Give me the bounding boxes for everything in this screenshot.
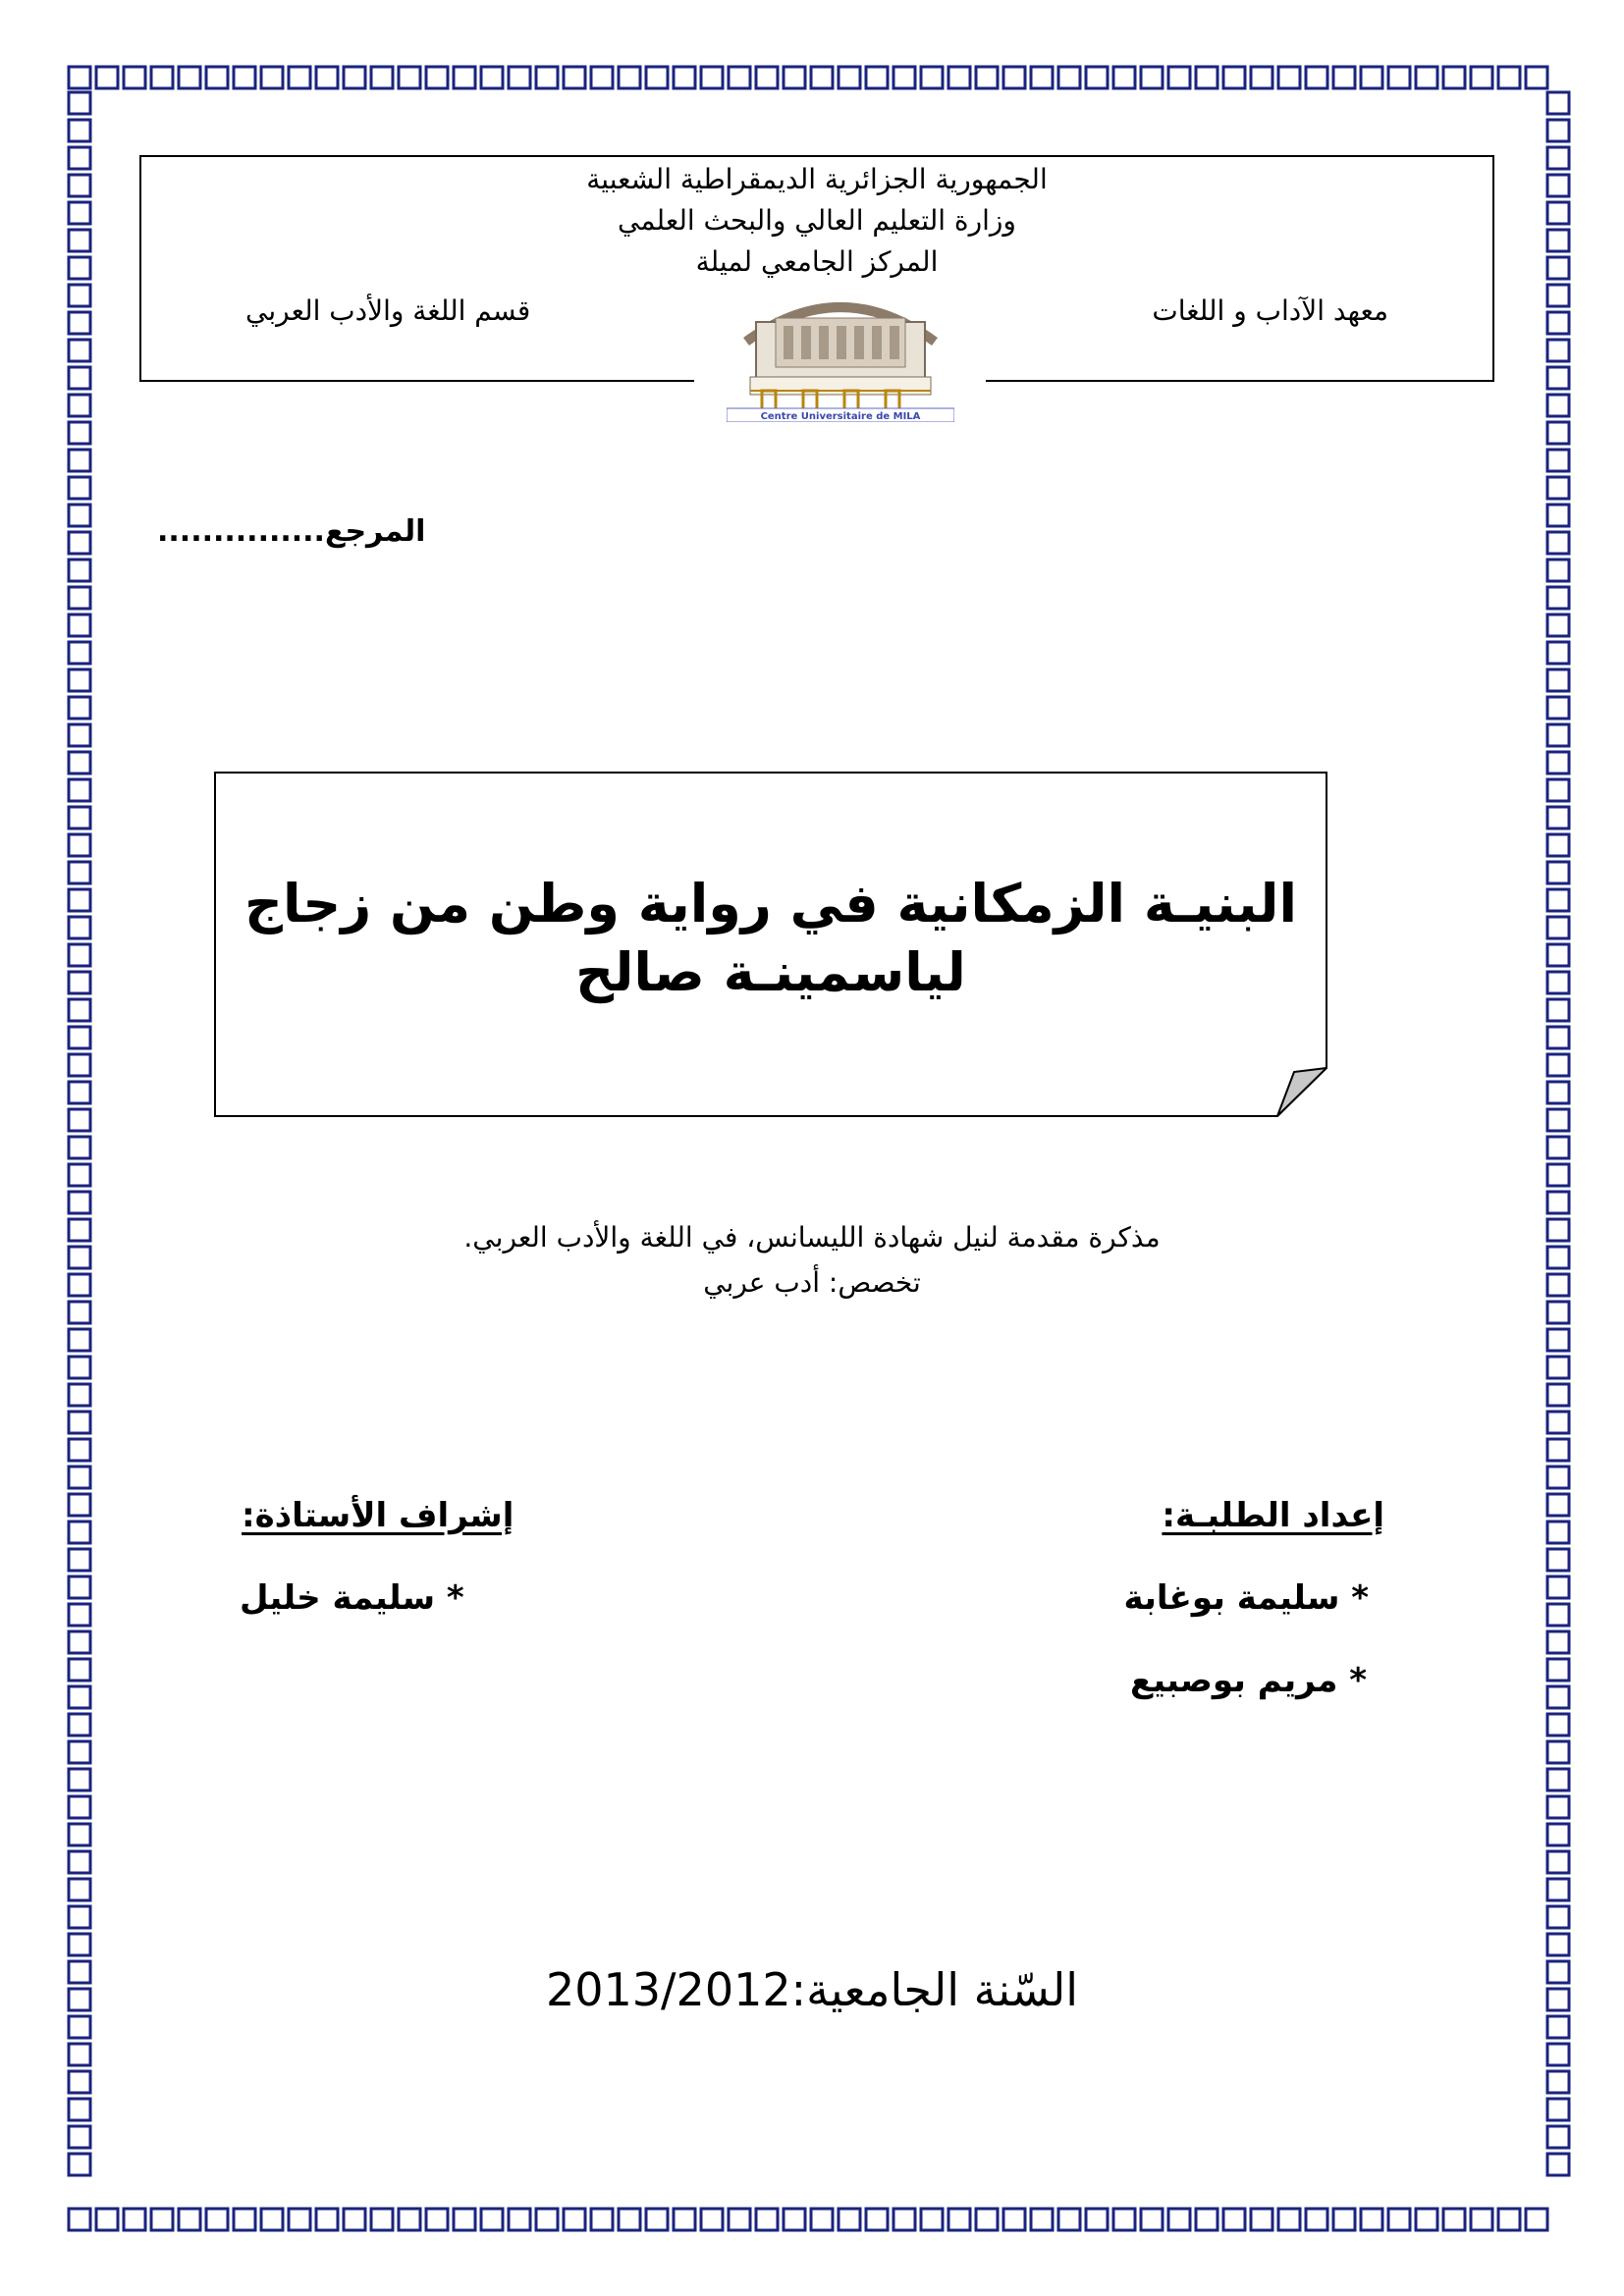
border-link <box>69 285 90 306</box>
border-link <box>69 1412 90 1433</box>
border-link <box>69 1686 90 1708</box>
student-name: * مريم بوصبيع <box>1129 1661 1367 1700</box>
border-link <box>1547 92 1569 114</box>
border-link <box>591 2209 613 2230</box>
border-link <box>1547 944 1569 966</box>
thesis-title-line1: البنيـة الزمكانية في رواية وطن من زجاج <box>244 873 1297 934</box>
border-link <box>1547 422 1569 444</box>
border-link <box>69 340 90 361</box>
border-link <box>1223 2209 1245 2230</box>
border-link <box>1547 147 1569 169</box>
border-link <box>784 2209 805 2230</box>
border-link <box>1547 1631 1569 1653</box>
border-link <box>784 67 805 88</box>
border-link <box>1547 917 1569 938</box>
border-link <box>206 2209 228 2230</box>
border-link <box>1416 2209 1437 2230</box>
border-link <box>1547 1412 1569 1433</box>
border-link <box>619 2209 640 2230</box>
border-link <box>69 972 90 993</box>
border-link <box>1547 1686 1569 1708</box>
border-link <box>69 2044 90 2065</box>
border-link <box>289 2209 310 2230</box>
border-link <box>1113 2209 1135 2230</box>
border-link <box>344 67 365 88</box>
border-link <box>1471 2209 1492 2230</box>
border-link <box>1547 257 1569 279</box>
border-link <box>69 175 90 196</box>
border-link <box>69 1631 90 1653</box>
border-link <box>69 1027 90 1048</box>
border-link <box>1547 1604 1569 1626</box>
border-link <box>1547 1302 1569 1323</box>
border-link <box>1547 1906 1569 1928</box>
student-name: * سليمة بوغابة <box>1123 1578 1369 1618</box>
border-link <box>1251 2209 1272 2230</box>
border-link <box>69 367 90 389</box>
border-link <box>1547 175 1569 196</box>
border-link <box>69 1741 90 1763</box>
border-link <box>1003 2209 1025 2230</box>
border-link <box>124 67 145 88</box>
border-link <box>69 1494 90 1516</box>
border-link <box>1547 1137 1569 1158</box>
border-link <box>1058 67 1080 88</box>
border-link <box>1278 67 1300 88</box>
border-link <box>69 1192 90 1213</box>
border-link <box>316 2209 338 2230</box>
border-link <box>839 67 860 88</box>
border-link <box>69 724 90 746</box>
border-link <box>1547 724 1569 746</box>
border-link <box>1547 1824 1569 1845</box>
border-link <box>1498 2209 1520 2230</box>
border-link <box>69 2071 90 2093</box>
border-link <box>481 2209 503 2230</box>
border-link <box>1547 120 1569 141</box>
border-link <box>1443 2209 1465 2230</box>
border-link <box>69 889 90 911</box>
border-link <box>69 642 90 664</box>
border-link <box>1547 1879 1569 1900</box>
border-link <box>69 477 90 499</box>
border-link <box>1547 1934 1569 1955</box>
border-link <box>1141 2209 1163 2230</box>
border-link <box>976 67 998 88</box>
academic-year: السّنة الجامعية:2013/2012 <box>545 1963 1078 2016</box>
border-link <box>1547 505 1569 526</box>
border-link <box>729 2209 750 2230</box>
border-link <box>399 2209 420 2230</box>
border-link <box>1526 2209 1547 2230</box>
border-link <box>1547 340 1569 361</box>
border-link <box>261 67 283 88</box>
border-link <box>69 1714 90 1735</box>
border-link <box>701 67 723 88</box>
border-link <box>1547 1054 1569 1076</box>
border-link <box>1547 1192 1569 1213</box>
border-link <box>1547 1714 1569 1735</box>
border-link <box>1547 807 1569 828</box>
logo-caption: Centre Universitaire de MILA <box>760 411 921 422</box>
border-link <box>948 67 970 88</box>
title-box <box>214 772 1327 1117</box>
border-link <box>1168 67 1190 88</box>
border-link <box>811 67 833 88</box>
border-link <box>69 1467 90 1488</box>
border-link <box>179 67 200 88</box>
border-link <box>69 1796 90 1818</box>
border-link <box>1306 2209 1327 2230</box>
border-link <box>1361 2209 1382 2230</box>
border-link <box>1223 67 1245 88</box>
border-link <box>1547 230 1569 251</box>
border-link <box>69 779 90 801</box>
border-link <box>371 67 393 88</box>
border-link <box>1547 2154 1569 2175</box>
ministry-name: وزارة التعليم العالي والبحث العلمي <box>618 204 1016 237</box>
border-link <box>151 67 173 88</box>
border-link <box>69 1879 90 1900</box>
border-link <box>69 257 90 279</box>
border-link <box>1547 1109 1569 1131</box>
border-link <box>96 2209 118 2230</box>
border-link <box>1547 285 1569 306</box>
border-link <box>1547 669 1569 691</box>
border-link <box>1547 2044 1569 2065</box>
border-link <box>69 862 90 883</box>
border-link <box>619 67 640 88</box>
border-link <box>1361 67 1382 88</box>
border-link <box>1547 2016 1569 2038</box>
border-link <box>1471 67 1492 88</box>
border-link <box>69 202 90 224</box>
border-link <box>1547 587 1569 609</box>
border-link <box>69 395 90 416</box>
border-link <box>1547 367 1569 389</box>
border-link <box>426 67 448 88</box>
border-link <box>69 1934 90 1955</box>
border-link <box>1416 67 1437 88</box>
border-link <box>509 67 530 88</box>
border-link <box>69 120 90 141</box>
border-link <box>1547 1494 1569 1516</box>
border-link <box>454 2209 475 2230</box>
border-link <box>564 67 585 88</box>
border-link <box>1251 67 1272 88</box>
border-link <box>1547 834 1569 856</box>
border-link <box>69 2126 90 2148</box>
border-link <box>69 697 90 719</box>
border-link <box>69 1604 90 1626</box>
border-link <box>509 2209 530 2230</box>
border-link <box>1547 1851 1569 1873</box>
memo-description: مذكرة مقدمة لنيل شهادة الليسانس، في اللغة والأدب العربي. <box>463 1221 1161 1254</box>
border-link <box>811 2209 833 2230</box>
border-link <box>426 2209 448 2230</box>
border-link <box>69 147 90 169</box>
border-link <box>69 505 90 526</box>
header-divider-left <box>139 380 694 382</box>
border-link <box>1547 1027 1569 1048</box>
border-link <box>1547 1796 1569 1818</box>
border-link <box>69 1137 90 1158</box>
border-link <box>866 67 888 88</box>
border-link <box>674 2209 695 2230</box>
border-link <box>1003 67 1025 88</box>
border-link <box>289 67 310 88</box>
border-link <box>371 2209 393 2230</box>
border-link <box>69 67 90 88</box>
border-link <box>564 2209 585 2230</box>
border-link <box>1196 2209 1218 2230</box>
border-link <box>1526 67 1547 88</box>
border-link <box>536 2209 558 2230</box>
border-link <box>1443 67 1465 88</box>
border-link <box>69 422 90 444</box>
border-link <box>1547 450 1569 471</box>
border-link <box>261 2209 283 2230</box>
border-link <box>1547 2126 1569 2148</box>
border-link <box>948 2209 970 2230</box>
country-name: الجمهورية الجزائرية الديمقراطية الشعبية <box>586 163 1048 195</box>
border-link <box>646 2209 668 2230</box>
border-link <box>1547 642 1569 664</box>
border-link <box>1058 2209 1080 2230</box>
border-link <box>124 2209 145 2230</box>
supervisor-label: إشراف الأستاذة: <box>242 1496 514 1535</box>
thesis-title <box>214 870 1327 1007</box>
border-link <box>69 1851 90 1873</box>
border-link <box>69 1824 90 1845</box>
department-name: قسم اللغة والأدب العربي <box>245 294 531 327</box>
border-link <box>69 1302 90 1323</box>
border-link <box>1547 1384 1569 1406</box>
border-link <box>69 1439 90 1461</box>
border-link <box>1547 972 1569 993</box>
border-link <box>1547 779 1569 801</box>
border-link <box>976 2209 998 2230</box>
border-link <box>69 2099 90 2120</box>
border-link <box>1547 312 1569 334</box>
border-link <box>69 1769 90 1790</box>
border-link <box>69 1522 90 1543</box>
border-link <box>1547 889 1569 911</box>
border-link <box>69 917 90 938</box>
border-link <box>69 999 90 1021</box>
border-link <box>1547 2099 1569 2120</box>
border-link <box>1547 1576 1569 1598</box>
border-link <box>69 450 90 471</box>
border-link <box>893 67 915 88</box>
border-link <box>69 1164 90 1186</box>
specialization: تخصص: أدب عربي <box>703 1266 921 1299</box>
border-link <box>344 2209 365 2230</box>
border-link <box>69 1054 90 1076</box>
border-link <box>399 67 420 88</box>
border-link <box>701 2209 723 2230</box>
border-link <box>454 67 475 88</box>
border-link <box>1547 752 1569 774</box>
border-link <box>1547 1741 1569 1763</box>
border-link <box>69 1357 90 1378</box>
border-link <box>69 752 90 774</box>
border-link <box>69 560 90 581</box>
students-label: إعداد الطلبـة: <box>1162 1496 1384 1535</box>
border-link <box>234 67 255 88</box>
border-link <box>646 67 668 88</box>
border-link <box>69 1549 90 1571</box>
border-link <box>1086 67 1108 88</box>
border-link <box>1333 67 1355 88</box>
border-link <box>893 2209 915 2230</box>
border-link <box>69 1906 90 1928</box>
border-link <box>69 834 90 856</box>
border-link <box>1547 202 1569 224</box>
border-link <box>1498 67 1520 88</box>
border-link <box>1547 1522 1569 1543</box>
border-link <box>1168 2209 1190 2230</box>
border-link <box>1306 67 1327 88</box>
border-link <box>1547 532 1569 554</box>
border-link <box>1547 1357 1569 1378</box>
border-link <box>1547 862 1569 883</box>
border-link <box>69 614 90 636</box>
border-link <box>96 67 118 88</box>
border-link <box>591 67 613 88</box>
border-link <box>69 1082 90 1103</box>
border-link <box>1547 697 1569 719</box>
border-link <box>921 67 943 88</box>
border-link <box>234 2209 255 2230</box>
border-link <box>1547 999 1569 1021</box>
border-link <box>179 2209 200 2230</box>
border-link <box>866 2209 888 2230</box>
border-link <box>1113 67 1135 88</box>
border-link <box>1547 1769 1569 1790</box>
border-link <box>1031 67 1053 88</box>
border-link <box>69 2016 90 2038</box>
border-link <box>1547 395 1569 416</box>
thesis-title-line2: لياسمينـة صالح <box>575 941 966 1004</box>
border-link <box>1547 1439 1569 1461</box>
university-logo <box>727 283 954 422</box>
supervisor-name: * سليمة خليل <box>240 1578 464 1618</box>
reference-field: المرجع............... <box>157 514 426 549</box>
border-link <box>1388 2209 1410 2230</box>
border-link <box>1547 1467 1569 1488</box>
border-link <box>1547 477 1569 499</box>
border-link <box>1388 67 1410 88</box>
border-link <box>206 67 228 88</box>
border-link <box>69 2209 90 2230</box>
border-link <box>1086 2209 1108 2230</box>
border-link <box>69 1109 90 1131</box>
border-link <box>316 67 338 88</box>
border-link <box>1031 2209 1053 2230</box>
border-link <box>1547 1659 1569 1681</box>
border-link <box>69 1576 90 1598</box>
institute-name: معهد الآداب و اللغات <box>1152 294 1388 327</box>
border-link <box>1547 1082 1569 1103</box>
border-link <box>69 1384 90 1406</box>
border-link <box>1547 1164 1569 1186</box>
border-link <box>1547 614 1569 636</box>
border-link <box>839 2209 860 2230</box>
border-link <box>536 67 558 88</box>
border-link <box>481 67 503 88</box>
border-link <box>69 532 90 554</box>
border-link <box>1196 67 1218 88</box>
border-link <box>1278 2209 1300 2230</box>
center-name: المركز الجامعي لميلة <box>695 245 939 278</box>
border-link <box>1141 67 1163 88</box>
border-link <box>69 669 90 691</box>
border-link <box>729 67 750 88</box>
border-link <box>69 587 90 609</box>
border-link <box>69 1659 90 1681</box>
border-link <box>921 2209 943 2230</box>
border-link <box>69 230 90 251</box>
border-link <box>756 67 778 88</box>
border-link <box>69 2154 90 2175</box>
header-divider-right <box>986 380 1494 382</box>
border-link <box>756 2209 778 2230</box>
border-link <box>674 67 695 88</box>
border-link <box>1547 1329 1569 1351</box>
border-link <box>1333 2209 1355 2230</box>
border-link <box>1547 560 1569 581</box>
border-link <box>69 944 90 966</box>
border-link <box>69 1329 90 1351</box>
border-link <box>1547 2071 1569 2093</box>
border-link <box>1547 1549 1569 1571</box>
border-link <box>151 2209 173 2230</box>
border-link <box>69 312 90 334</box>
border-link <box>69 807 90 828</box>
border-link <box>69 92 90 114</box>
